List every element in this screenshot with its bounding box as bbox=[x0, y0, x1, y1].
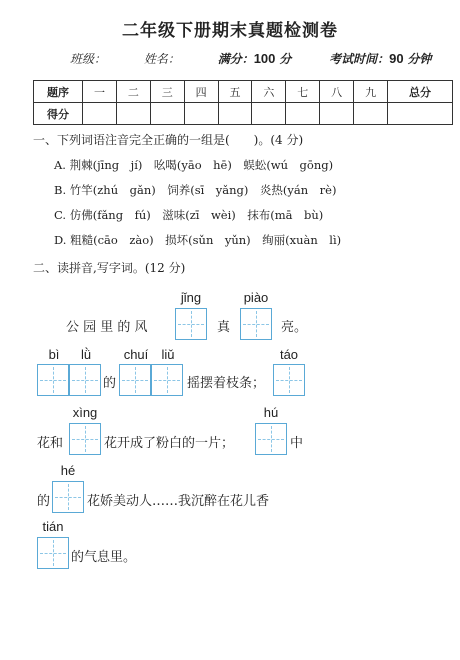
score-header-cell: 总分 bbox=[388, 81, 453, 103]
pinyin-label: liǔ bbox=[161, 347, 175, 362]
class-label: 班级： bbox=[70, 52, 107, 66]
score-header-cell: 四 bbox=[184, 81, 218, 103]
q2-text-fragment: 的 bbox=[103, 376, 117, 391]
writing-grid-box[interactable] bbox=[69, 423, 101, 455]
q2-text-fragment: 中 bbox=[290, 436, 304, 451]
writing-grid-box[interactable] bbox=[37, 364, 69, 396]
score-table-header-row bbox=[34, 81, 453, 103]
pinyin-label: bì bbox=[48, 347, 60, 362]
pinyin-label: táo bbox=[279, 347, 299, 362]
pinyin-label: hé bbox=[60, 463, 76, 478]
q1-option-c: C. 仿佛(fǎng fú) 滋味(zī wèi) 抹布(mā bù) bbox=[54, 208, 324, 222]
writing-grid-box[interactable] bbox=[175, 308, 207, 340]
q2-heading: 二、读拼音,写字词。(12 分) bbox=[33, 261, 186, 275]
score-input-cell[interactable] bbox=[116, 103, 150, 125]
pinyin-label: piào bbox=[243, 290, 269, 305]
pinyin-label: jǐng bbox=[180, 290, 202, 305]
score-header-cell: 七 bbox=[286, 81, 320, 103]
writing-grid-box[interactable] bbox=[151, 364, 183, 396]
q2-text-fragment: 摇摆着枝条； bbox=[187, 376, 266, 391]
q2-text-fragment: 花开成了粉白的一片； bbox=[104, 436, 235, 451]
writing-grid-box[interactable] bbox=[52, 481, 84, 513]
writing-grid-box[interactable] bbox=[273, 364, 305, 396]
score-input-cell[interactable] bbox=[184, 103, 218, 125]
pinyin-label: hú bbox=[263, 405, 279, 420]
score-input-cell[interactable] bbox=[320, 103, 354, 125]
q1-option-a: A. 荆棘(jīng jí) 吆喝(yāo hē) 蜈蚣(wú gōng) bbox=[54, 158, 334, 172]
score-table-score-row bbox=[34, 103, 453, 125]
full-score: 满分：100 分 bbox=[217, 51, 292, 66]
name-label: 姓名： bbox=[143, 52, 180, 66]
q2-text-fragment: 公 园 里 的 风 bbox=[66, 320, 148, 335]
score-input-cell[interactable] bbox=[150, 103, 184, 125]
score-input-cell[interactable] bbox=[83, 103, 117, 125]
score-header-cell: 一 bbox=[83, 81, 117, 103]
q1-option-b: B. 竹竿(zhú gǎn) 饲养(sī yǎng) 炎热(yán rè) bbox=[54, 183, 337, 197]
q1-heading: 一、下列词语注音完全正确的一组是( )。(4 分) bbox=[33, 133, 304, 147]
score-header-cell: 九 bbox=[354, 81, 388, 103]
exam-time: 考试时间：90 分钟 bbox=[329, 51, 432, 66]
score-header-cell: 八 bbox=[320, 81, 354, 103]
score-input-cell[interactable] bbox=[218, 103, 252, 125]
exam-info-line bbox=[70, 50, 431, 67]
writing-grid-box[interactable] bbox=[119, 364, 151, 396]
score-table bbox=[33, 80, 453, 125]
score-header-cell: 二 bbox=[116, 81, 150, 103]
q2-text-fragment: 的气息里。 bbox=[71, 550, 137, 565]
page-title: 二年级下册期末真题检测卷 bbox=[122, 21, 338, 41]
score-header-cell: 六 bbox=[252, 81, 286, 103]
q2-text-fragment: 花娇美动人……我沉醉在花儿香 bbox=[87, 494, 270, 509]
score-header-cell: 三 bbox=[150, 81, 184, 103]
score-input-cell[interactable] bbox=[354, 103, 388, 125]
q2-text-fragment: 的 bbox=[37, 494, 51, 509]
pinyin-label: xìng bbox=[72, 405, 98, 420]
writing-grid-box[interactable] bbox=[69, 364, 101, 396]
pinyin-label: lǜ bbox=[80, 347, 92, 362]
score-header-cell: 题序 bbox=[34, 81, 83, 103]
writing-grid-box[interactable] bbox=[37, 537, 69, 569]
score-input-cell[interactable] bbox=[388, 103, 453, 125]
writing-grid-box[interactable] bbox=[255, 423, 287, 455]
q2-text-fragment: 亮。 bbox=[281, 320, 308, 335]
q2-text-fragment: 真 bbox=[217, 320, 231, 335]
pinyin-label: chuí bbox=[123, 347, 149, 362]
writing-grid-box[interactable] bbox=[240, 308, 272, 340]
q1-option-d: D. 粗糙(cāo zào) 损坏(sǔn yǔn) 绚丽(xuàn lì) bbox=[54, 233, 342, 247]
score-row-label: 得分 bbox=[34, 103, 83, 125]
score-header-cell: 五 bbox=[218, 81, 252, 103]
pinyin-label: tián bbox=[42, 519, 64, 534]
q2-text-fragment: 花和 bbox=[37, 436, 64, 451]
score-input-cell[interactable] bbox=[286, 103, 320, 125]
score-input-cell[interactable] bbox=[252, 103, 286, 125]
